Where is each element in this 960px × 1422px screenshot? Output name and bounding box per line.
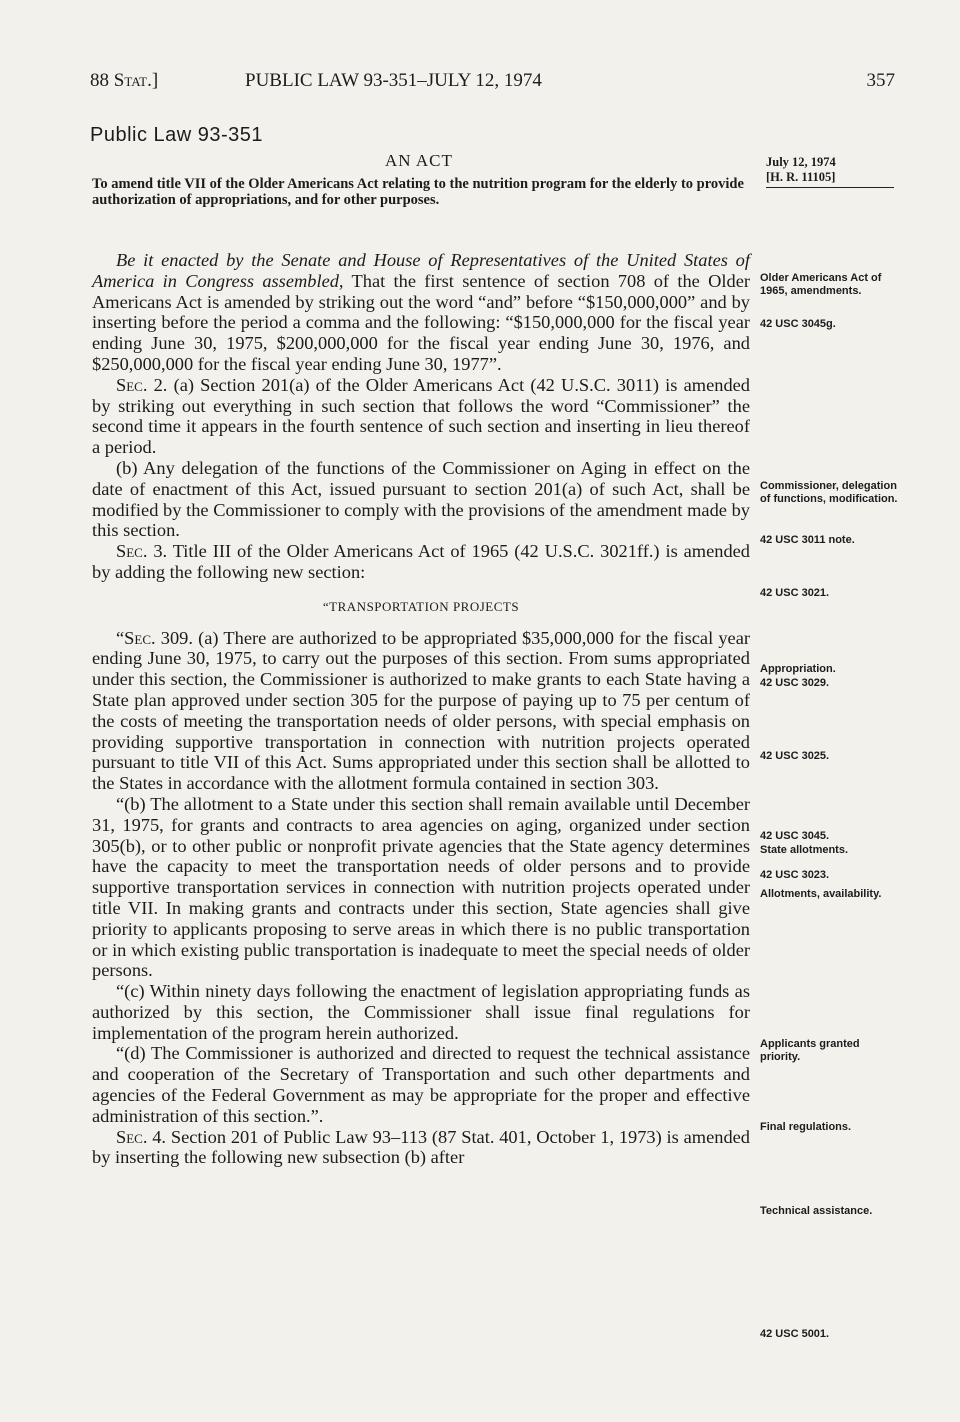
- sidenote-usc-3045g: 42 USC 3045g.: [760, 318, 836, 330]
- sidenote-usc-3029: 42 USC 3029.: [760, 677, 830, 689]
- sidenote-applicants: Applicants granted priority.: [760, 1038, 860, 1063]
- bill-number: [H. R. 11105]: [766, 170, 836, 184]
- section-2a-text: (a) Section 201(a) of the Older Americans Act (42 U.S.C. 3011) is amended by striking out everything in such section that follows the word “Commissioner” the second time it appears in the fourth sentence of such section and inserting in lieu thereof a period.: [92, 374, 750, 458]
- volume-bracket: ]: [151, 70, 159, 91]
- section-2-label: Sec. 2.: [116, 374, 168, 395]
- volume-citation: [90, 70, 158, 92]
- section-4: [92, 1127, 750, 1169]
- sidenote-technical-assistance: Technical assistance.: [760, 1205, 873, 1217]
- enactment-date-note: [766, 155, 896, 188]
- sidenote-commissioner: Commissioner, delegation of functions, modification.: [760, 480, 898, 505]
- sidenote-final-regulations: Final regulations.: [760, 1121, 852, 1133]
- section-1-text: That the first sentence of section 708 of the Older Americans Act is amended by striking out the word “and” before “$150,000,000” and by inserting before the period a comma and the following: “$150,000,000 for the fiscal year ending June 30, 1975, $200,000,000 for the fiscal year ending June 30, 1976, and $250,000,000 for the fiscal year ending June 30, 1977”.: [92, 270, 751, 374]
- section-4-text: Section 201 of Public Law 93–113 (87 Stat. 401, October 1, 1973) is amended by inserting the following new subsection (b) after: [92, 1126, 751, 1168]
- section-3-text: Title III of the Older Americans Act of 1965 (42 U.S.C. 3021ff.) is amended by adding the following new section:: [92, 541, 751, 582]
- sidenote-appropriation: Appropriation.: [760, 663, 836, 675]
- section-1: [92, 250, 750, 375]
- sidenote-usc-3045: 42 USC 3045.: [760, 830, 830, 842]
- page-number: 357: [866, 70, 895, 91]
- enactment-date: July 12, 1974: [766, 155, 836, 169]
- sidenote-allotments-availability: Allotments, availability.: [760, 888, 882, 900]
- act-body: [92, 250, 750, 1168]
- act-title: To amend title VII of the Older Americans Act relating to the nutrition program for the elderly to provide authorization of appropriations, and for other purposes.: [92, 176, 744, 208]
- section-2b: (b) Any delegation of the functions of the Commissioner on Aging in effect on the date of enactment of this Act, issued pursuant to section 201(a) of such Act, shall be modified by the Commissioner to comply with the provisions of the amendment made by this section.: [92, 457, 750, 541]
- sidenote-usc-3021: 42 USC 3021.: [760, 587, 830, 599]
- sidenote-usc-3011: 42 USC 3011 note.: [760, 534, 855, 546]
- enacting-clause: Be it enacted by the Senate and House of Representatives of the United States of America in Congress assembled,: [92, 250, 750, 291]
- section-4-label: Sec. 4.: [116, 1126, 167, 1147]
- section-309a-text: (a) There are authorized to be appropriated $35,000,000 for the fiscal year ending June 30, 1975, to carry out the purposes of this section. From sums appropriated under this section, the Commissioner is authorized to make grants to each State having a State plan approved under section 305 for the purpose of paying up to 75 per centum of the costs of meeting the transportation needs of older persons, with special emphasis on providing supportive transportation in connection with nutrition projects operated pursuant to title VII of this Act. Sums appropriated under this section shall be allotted to the States in accordance with the allotment formula contained in section 303.: [92, 627, 750, 794]
- section-3: [92, 541, 750, 583]
- section-3-label: Sec. 3.: [116, 541, 168, 562]
- running-header: [90, 70, 895, 100]
- sidenote-older-americans: Older Americans Act of 1965, amendments.: [760, 272, 882, 297]
- sidenote-usc-5001: 42 USC 5001.: [760, 1328, 830, 1340]
- section-309-label: “Sec. 309.: [116, 627, 193, 648]
- sidenote-usc-3025: 42 USC 3025.: [760, 750, 830, 762]
- volume-label: 88 Stat.: [90, 70, 152, 91]
- section-309a: [92, 628, 750, 794]
- date-rule: [766, 187, 894, 188]
- section-309c: “(c) Within ninety days following the enactment of legislation appropriating funds as authorized by this section, the Commissioner shall issue final regulations for implementation of the program herein authorized.: [92, 981, 750, 1043]
- header-title: PUBLIC LAW 93-351–JULY 12, 1974: [245, 70, 542, 91]
- section-2a: [92, 375, 750, 458]
- transportation-projects-heading: “TRANSPORTATION PROJECTS: [322, 598, 520, 614]
- section-309d: “(d) The Commissioner is authorized and directed to request the technical assistance and cooperation of the Secretary of Transportation and such other departments and agencies of the Federal Government as may be appropriate for the proper and effective administration of this section.”.: [92, 1043, 750, 1126]
- sidenote-state-allotments: State allotments.: [760, 844, 849, 856]
- law-identifier: Public Law 93-351: [90, 124, 264, 146]
- sidenote-usc-3023: 42 USC 3023.: [760, 869, 830, 881]
- section-309b: “(b) The allotment to a State under this section shall remain available until December 31, 1975, for grants and contracts to area agencies on aging, organized under section 305(b), or to other public or nonprofit private agencies that the State agency determines have the capacity to meet the transportation needs of older persons and to provide supportive transportation services in connection with nutrition projects operated under title VII. In making grants and contracts under this section, State agencies shall give priority to applicants proposing to serve areas in which there is no public transportation or in which existing public transportation is inadequate to meet the special needs of older persons.: [92, 793, 750, 981]
- act-heading: AN ACT: [385, 151, 453, 170]
